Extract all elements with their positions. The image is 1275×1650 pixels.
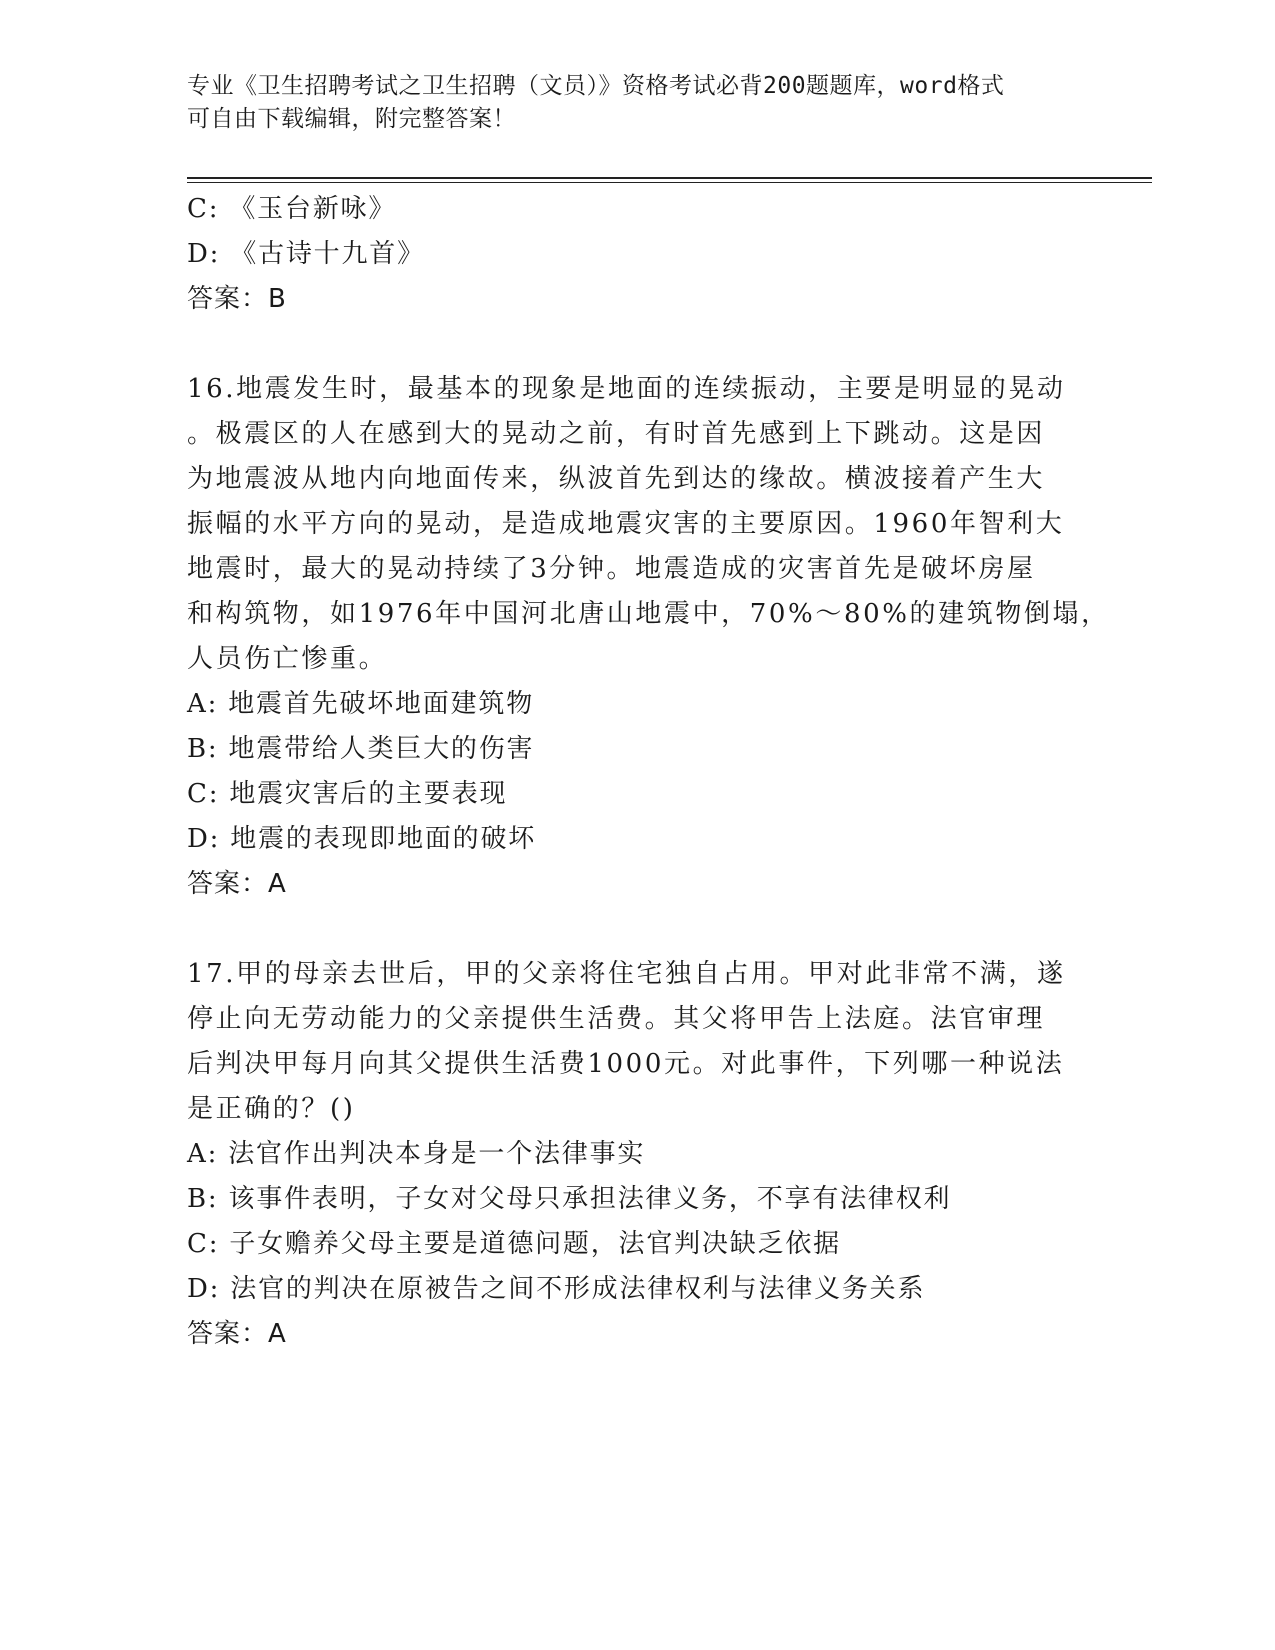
option-b: B: 该事件表明，子女对父母只承担法律义务，不享有法律权利: [187, 1184, 952, 1214]
option-d: D: 地震的表现即地面的破坏: [187, 824, 537, 854]
option-b: B: 地震带给人类巨大的伤害: [187, 734, 535, 764]
answer-line: 答案：A: [187, 869, 287, 899]
stem-line: 后判决甲每月向其父提供生活费1000元。对此事件，下列哪一种说法: [187, 1049, 1065, 1079]
stem-line: 人员伤亡惨重。: [187, 644, 388, 674]
header-rule-thick: [187, 177, 1152, 179]
answer-line: 答案：A: [187, 1319, 287, 1349]
option-a: A: 法官作出判决本身是一个法律事实: [187, 1139, 646, 1169]
stem-line: 16.地震发生时，最基本的现象是地面的连续振动，主要是明显的晃动: [187, 374, 1066, 404]
stem-line: 振幅的水平方向的晃动，是造成地震灾害的主要原因。1960年智利大: [187, 509, 1065, 539]
option-a: A: 地震首先破坏地面建筑物: [187, 689, 535, 719]
stem-line: 为地震波从地内向地面传来，纵波首先到达的缘故。横波接着产生大: [187, 464, 1046, 494]
header-rule-thin: [187, 182, 1152, 183]
option-c: C: 地震灾害后的主要表现: [187, 779, 508, 809]
question-16: [187, 367, 1110, 907]
prev-question: [187, 187, 1087, 322]
header-line-1: 专业《卫生招聘考试之卫生招聘（文员）》资格考试必背200题题库，word格式: [187, 73, 1005, 99]
stem-line: 。极震区的人在感到大的晃动之前，有时首先感到上下跳动。这是因: [187, 419, 1046, 449]
document-header: [187, 70, 1067, 136]
stem-line: 17.甲的母亲去世后，甲的父亲将住宅独自占用。甲对此非常不满，遂: [187, 959, 1066, 989]
option-c: C: 《玉台新咏》: [187, 194, 397, 224]
stem-line: 地震时，最大的晃动持续了3分钟。地震造成的灾害首先是破坏房屋: [187, 554, 1036, 584]
option-d: D: 法官的判决在原被告之间不形成法律权利与法律义务关系: [187, 1274, 926, 1304]
question-stem: [187, 952, 1087, 1132]
header-line-2: 可自由下载编辑，附完整答案！: [187, 106, 516, 132]
stem-line: 停止向无劳动能力的父亲提供生活费。其父将甲告上法庭。法官审理: [187, 1004, 1046, 1034]
option-c: C: 子女赡养父母主要是道德问题，法官判决缺乏依据: [187, 1229, 841, 1259]
document-body: [187, 187, 1110, 1357]
question-17: [187, 952, 1087, 1357]
stem-line: 和构筑物，如1976年中国河北唐山地震中，70%～80%的建筑物倒塌，: [187, 599, 1110, 629]
question-stem: [187, 367, 1110, 682]
spacer: [187, 907, 1087, 952]
stem-line: 是正确的？(): [187, 1094, 356, 1124]
answer-line: 答案：B: [187, 284, 287, 314]
option-d: D: 《古诗十九首》: [187, 239, 425, 269]
spacer: [187, 322, 1087, 367]
